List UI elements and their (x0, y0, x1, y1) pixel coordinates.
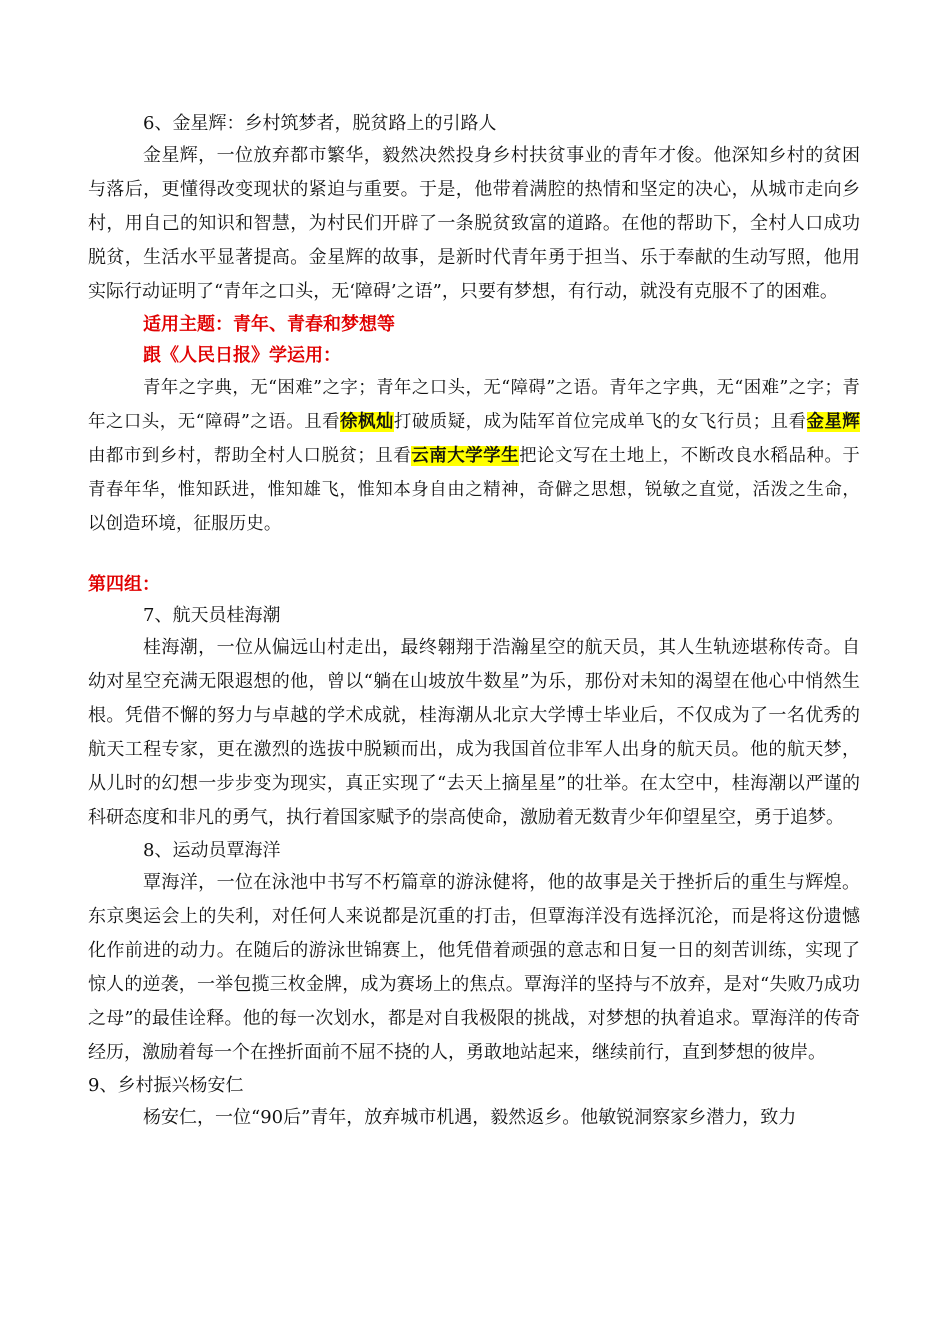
quote-text-1: 青年之字典，无“困难”之字；青年之口头，无“障碍”之语。青年之字典，无“困难”之字；青年之口头，无“障碍”之语。且看 (88, 378, 860, 432)
learn-label: 跟《人民日报》学运用： (143, 345, 341, 366)
highlight-name-3: 云南大学学生 (411, 446, 520, 466)
quote-text-4: 把论文写在土地上，不断改良水稻品种。于青春年华，惟知跃进，惟知雄飞，惟知本身自由之精神，奇僻之思想，锐敏之直觉，活泼之生命，以创造环境，征服历史。 (88, 446, 860, 534)
item-8-title: 8、运动员覃海洋 (143, 840, 281, 861)
item-7-body: 桂海潮，一位从偏远山村走出，最终翱翔于浩瀚星空的航天员，其人生轨迹堪称传奇。自幼对星空充满无限遐想的他，曾以“躺在山坡放牛数星”为乐，那份对未知的渴望在他心中悄然生根。凭借不懈的努力与卓越的学术成就，桂海潮从北京大学博士毕业后，不仅成为了一名优秀的航天工程专家，更在激烈的选拔中脱颖而出，成为我国首位非军人出身的航天员。他的航天梦，从儿时的幻想一步步变为现实，真正实现了“去天上摘星星”的壮举。在太空中，桂海潮以严谨的科研态度和非凡的勇气，执行着国家赋予的崇高使命，激励着无数青少年仰望星空，勇于追梦。 (88, 637, 860, 828)
section-6-body: 金星辉，一位放弃都市繁华，毅然决然投身乡村扶贫事业的青年才俊。他深知乡村的贫困与落后，更懂得改变现状的紧迫与重要。于是，他带着满腔的热情和坚定的决心，从城市走向乡村，用自己的知识和智慧，为村民们开辟了一条脱贫致富的道路。在他的帮助下，全村人口成功脱贫，生活水平显著提高。金星辉的故事，是新时代青年勇于担当、乐于奉献的生动写照，他用实际行动证明了“青年之口头，无‘障碍’之语”，只要有梦想，有行动，就没有克服不了的困难。 (88, 145, 860, 302)
document-page (88, 108, 860, 1135)
quote-text-2: 打破质疑，成为陆军首位完成单飞的女飞行员；且看 (393, 412, 807, 432)
highlight-name-1: 徐枫灿 (340, 412, 394, 432)
item-7-title: 7、航天员桂海潮 (143, 605, 281, 626)
item-8-body: 覃海洋，一位在泳池中书写不朽篇章的游泳健将，他的故事是关于挫折后的重生与辉煌。东京奥运会上的失利，对任何人来说都是沉重的打击，但覃海洋没有选择沉沦，而是将这份遗憾化作前进的动力。在随后的游泳世锦赛上，他凭借着顽强的意志和日复一日的刻苦训练，实现了惊人的逆袭，一举包揽三枚金牌，成为赛场上的焦点。覃海洋的坚持与不放弃，是对“失败乃成功之母”的最佳诠释。他的每一次划水，都是对自我极限的挑战，对梦想的执着追求。覃海洋的传奇经历，激励着每一个在挫折面前不屈不挠的人，勇敢地站起来，继续前行，直到梦想的彼岸。 (88, 872, 860, 1063)
quote-paragraph (88, 371, 860, 541)
item-9-body: 杨安仁，一位“90后”青年，放弃城市机遇，毅然返乡。他敏锐洞察家乡潜力，致力 (143, 1107, 797, 1128)
quote-text-3: 由都市到乡村，帮助全村人口脱贫；且看 (88, 446, 412, 466)
section-6-title: 6、金星辉：乡村筑梦者，脱贫路上的引路人 (143, 113, 497, 134)
item-9-title: 9、乡村振兴杨安仁 (88, 1075, 244, 1096)
highlight-name-2: 金星辉 (806, 412, 860, 432)
group-4-heading: 第四组： (88, 574, 160, 595)
theme-label: 适用主题：青年、青春和梦想等 (143, 314, 395, 335)
